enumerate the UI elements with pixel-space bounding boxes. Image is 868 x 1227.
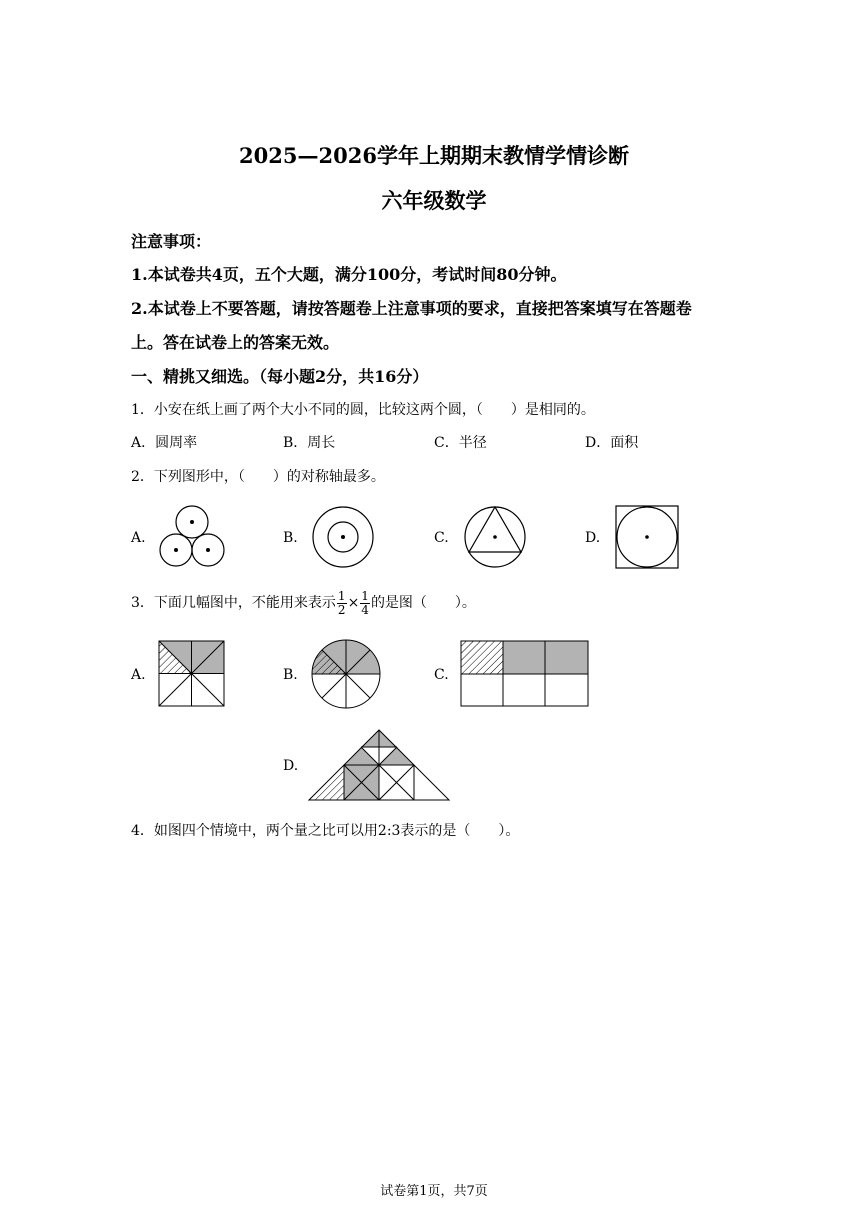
exam-subtitle: 六年级数学: [381, 188, 487, 213]
q3-fraction-2: [360, 590, 370, 617]
q3-label-c[interactable]: C.: [434, 667, 449, 683]
q3-figure-a[interactable]: [158, 640, 226, 708]
question-2: 2．下列图形中，（ ）的对称轴最多。: [131, 469, 385, 485]
question-3: [131, 588, 476, 618]
question-1: 1．小安在纸上画了两个大小不同的圆，比较这两个圆，（ ）是相同的。: [131, 402, 595, 418]
q3-frac1-numerator: 1: [337, 588, 346, 603]
q3-fraction-1: [337, 590, 347, 617]
q3-label-d[interactable]: D.: [283, 758, 299, 774]
question-4: 4．如图四个情境中，两个量之比可以用2:3表示的是（ ）。: [131, 823, 520, 839]
q1-option-a[interactable]: A．圆周率: [131, 435, 198, 451]
exam-title: 2025—2026学年上期期末教情学情诊断: [239, 143, 629, 168]
q3-frac1-denominator: 2: [337, 602, 346, 617]
q2-figure-d[interactable]: [615, 505, 679, 569]
q3-figure-d[interactable]: [308, 729, 452, 802]
q3-figure-c[interactable]: [460, 640, 590, 708]
q2-label-a[interactable]: A.: [131, 530, 146, 546]
q2-label-b[interactable]: B.: [283, 530, 298, 546]
notes-item-2-line2: 上。答在试卷上的答案无效。: [131, 333, 340, 352]
q3-label-a[interactable]: A.: [131, 667, 146, 683]
notes-heading: 注意事项：: [131, 232, 212, 251]
q2-figure-b[interactable]: [311, 505, 375, 569]
q3-times: ×: [347, 595, 360, 611]
notes-item-1: 1.本试卷共4页，五个大题，满分100分，考试时间80分钟。: [131, 265, 567, 284]
q3-figure-b[interactable]: [307, 639, 385, 709]
q3-text-before: 3．下面几幅图中，不能用来表示: [131, 595, 336, 611]
q3-frac2-denominator: 4: [361, 602, 369, 617]
page-footer: 试卷第1页，共7页: [380, 1184, 488, 1199]
q1-option-b[interactable]: B．周长: [283, 435, 336, 451]
q3-frac2-numerator: 1: [361, 588, 369, 603]
q1-option-c[interactable]: C．半径: [434, 435, 487, 451]
q3-text-after: 的是图（ ）。: [370, 595, 476, 611]
q2-figure-a[interactable]: [155, 502, 230, 570]
section-heading: 一、精挑又细选。（每小题2分，共16分）: [131, 367, 429, 386]
q2-label-d[interactable]: D.: [585, 530, 601, 546]
q2-figure-c[interactable]: [463, 505, 527, 569]
notes-item-2-line1: 2.本试卷上不要答题，请按答题卷上注意事项的要求，直接把答案填写在答题卷: [131, 299, 692, 318]
q2-label-c[interactable]: C.: [434, 530, 449, 546]
q1-option-d[interactable]: D．面积: [585, 435, 639, 451]
q3-label-b[interactable]: B.: [283, 667, 298, 683]
